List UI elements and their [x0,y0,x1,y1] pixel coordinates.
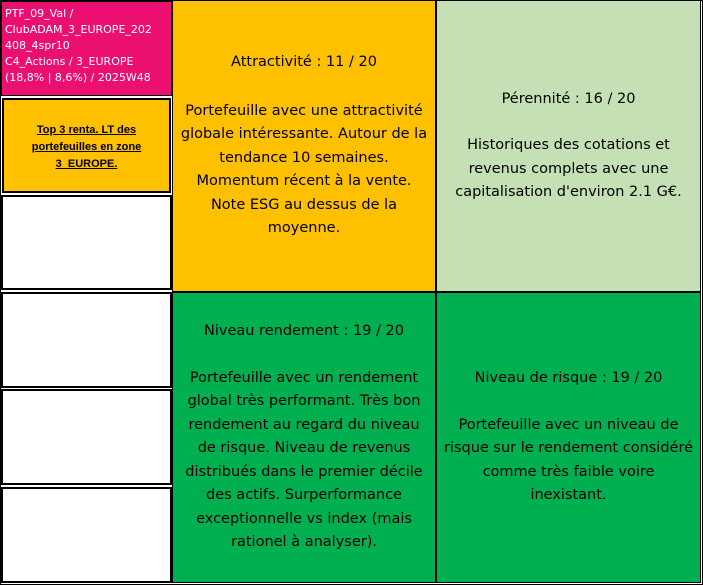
risque-title: Niveau de risque : 19 / 20 [474,370,663,387]
top3-label: Top 3 renta. LT des portefeuilles en zone 3_EUROPE. [31,124,142,170]
empty-cell [1,487,172,583]
perennite-panel [436,0,701,292]
attractivite-text: Portefeuille avec une attractivité globale intéressante. Autour de la tendance 10 semaines. Momentum récent à la vente. Note ESG au dessus de la moyenne. [180,102,428,237]
empty-cell [1,292,172,388]
portfolio-id-line: 408_4spr10 [5,39,70,52]
rendement-text: Portefeuille avec un rendement global très performant. Très bon rendement au regard du niveau de risque. Niveau de revenus distribués dans le premier décile des actifs. Surperformance exceptionnelle vs index (mais rationel à analyser). [185,369,423,551]
empty-cell [1,195,172,290]
perennite-title: Pérennité : 16 / 20 [501,90,636,107]
top3-cell [2,98,171,193]
perennite-text: Historiques des cotations et revenus complets avec une capitalisation d'environ 2.1 G€. [455,137,682,200]
rendement-panel [172,292,436,583]
rendement-title: Niveau rendement : 19 / 20 [204,323,404,340]
attractivite-title: Attractivité : 11 / 20 [231,54,377,71]
attractivite-panel [172,0,436,292]
portfolio-id-line: ClubADAM_3_EUROPE_202 [5,23,152,36]
empty-cell [1,389,172,485]
portfolio-id-line: PTF_09_Val / [5,7,74,20]
portfolio-id-cell [1,1,172,96]
risque-panel [436,292,701,583]
portfolio-id-line: C4_Actions / 3_EUROPE [5,55,134,68]
portfolio-id-line: (18,8% | 8,6%) / 2025W48 [5,71,151,84]
risque-text: Portefeuille avec un niveau de risque sur le rendement considéré comme très faible voire inexistant. [443,416,694,504]
